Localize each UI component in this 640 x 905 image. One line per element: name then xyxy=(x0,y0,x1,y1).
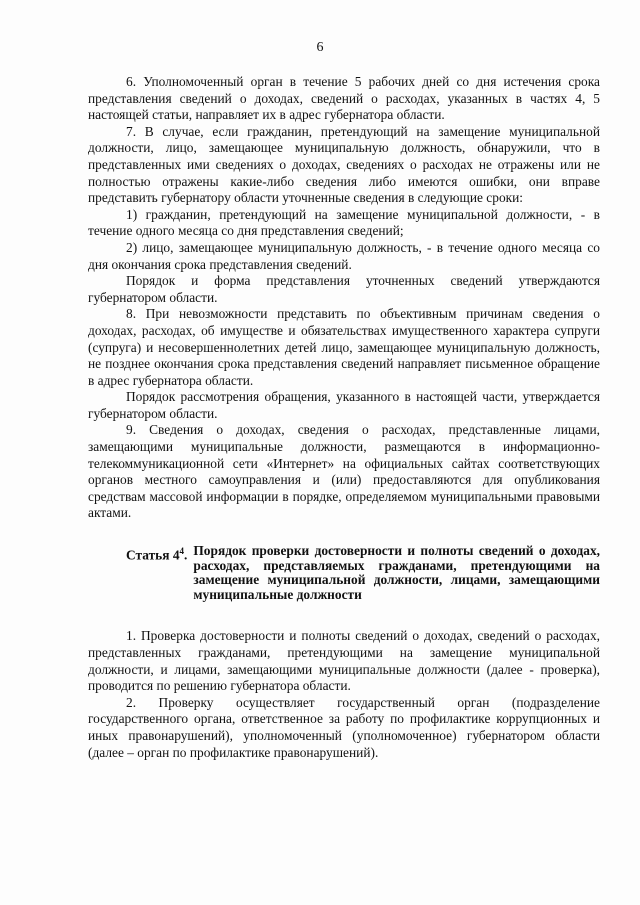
paragraph-article-part-1: 1. Проверка достоверности и полноты сведений о доходах, сведений о расходах, представленных гражданами, претендующими на замещение муниципальной должности, и лицами, замещающими муниципальные должности (далее - проверка), проводится по решению губернатора области. xyxy=(88,628,600,694)
paragraph-procedure-form: Порядок и форма представления уточненных сведений утверждаются губернатором области. xyxy=(88,273,600,305)
document-body xyxy=(88,74,600,761)
paragraph-item-2: 2) лицо, замещающее муниципальную должность, - в течение одного месяца со дня окончания срока представления сведений. xyxy=(88,239,600,272)
paragraph-part-9: 9. Сведения о доходах, сведения о расходах, представленные лицами, замещающими муниципальные должности, размещаются в информационно-телекоммуникационной сети «Интернет» на официальных сайтах соответствующих органов местного самоуправления и (или) предоставляются для опубликования средствам массовой информации в порядке, определяемом муниципальными правовыми актами. xyxy=(88,422,600,521)
article-label xyxy=(88,544,193,602)
paragraph-item-1: 1) гражданин, претендующий на замещение муниципальной должности, - в течение одного месяца со дня представления сведений; xyxy=(88,206,600,239)
article-label-text: Статья 4 xyxy=(126,547,180,563)
article-label-superscript: 4 xyxy=(179,546,185,557)
page-number: 6 xyxy=(316,40,324,55)
article-title: Порядок проверки достоверности и полноты сведений о доходах, расходах, представляемых гражданами, претендующими на замещение муниципальной должности, лицами, замещающими муниципальные должности xyxy=(193,543,600,602)
paragraph-part-7: 7. В случае, если гражданин, претендующий на замещение муниципальной должности, лицо, замещающее муниципальную должность, обнаружили, что в представленных ими сведениях о доходах, сведениях о расходах не отражены или не полностью отражены какие-либо сведения либо имеются ошибки, они вправе представить губернатору области уточненные сведения в следующие сроки: xyxy=(88,123,600,206)
paragraph-procedure-review: Порядок рассмотрения обращения, указанного в настоящей части, утверждается губернатором области. xyxy=(88,389,600,421)
article-heading xyxy=(88,544,600,602)
paragraph-part-8: 8. При невозможности представить по объективным причинам сведения о доходах, расходах, об имуществе и обязательствах имущественного характера супруги (супруга) и несовершеннолетних детей лицо, замещающее муниципальную должность, не позднее окончания срока представления сведений направляет письменное обращение в адрес губернатора области. xyxy=(88,306,600,388)
article-label-suffix: . xyxy=(184,547,188,563)
paragraph-article-part-2: 2. Проверку осуществляет государственный орган (подразделение государственного органа, ответственное за работу по профилактике коррупционных и иных правонарушений), уполномоченный (уполномоченное) губернатором области (далее – орган по профилактике правонарушений). xyxy=(88,694,600,760)
paragraph-part-6: 6. Уполномоченный орган в течение 5 рабочих дней со дня истечения срока представления сведений о доходах, сведений о расходах, указанных в частях 4, 5 настоящей статьи, направляет их в адрес губернатора области. xyxy=(88,74,600,123)
